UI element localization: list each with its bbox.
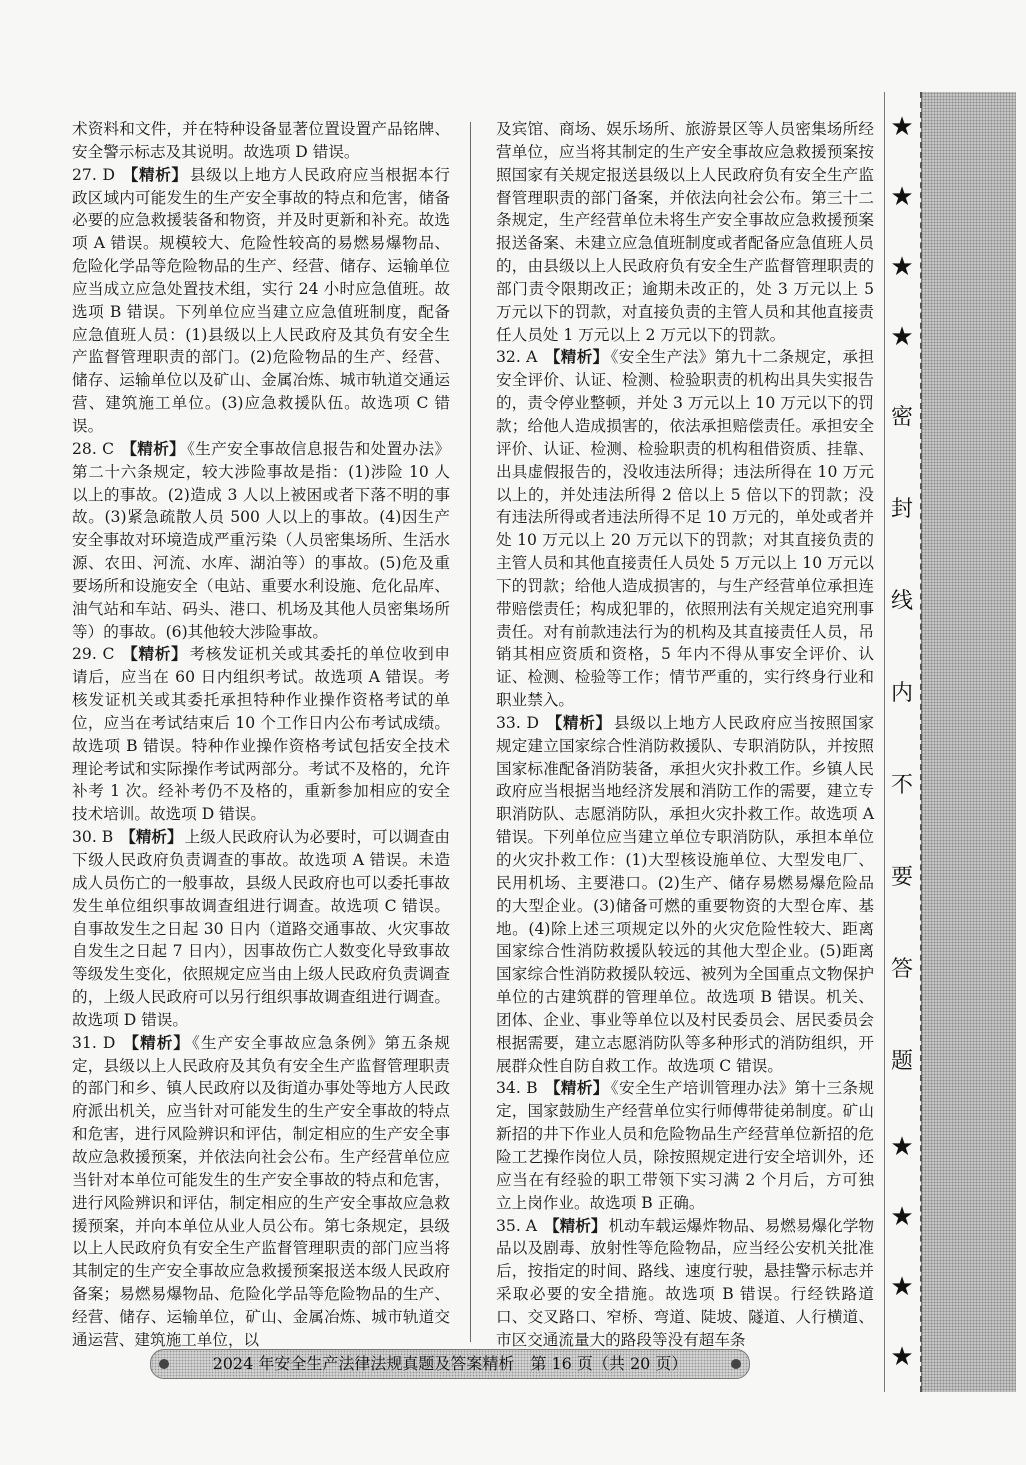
item-number: 27. D [72, 165, 115, 184]
seal-strip-pattern [918, 92, 1016, 1392]
seal-char-4: 内 [890, 681, 913, 706]
item-tag: 【精析】 [122, 644, 188, 664]
star-icon: ★ [890, 1342, 914, 1372]
left-column-intro: 术资料和文件，并在特种设备显著位置设置产品铭牌、安全警示标志及其说明。故选项 D 错误。 [72, 120, 450, 161]
answer-item-29 [72, 643, 450, 826]
item-text: 县级以上地方人民政府应当根据本行政区域内可能发生的生产安全事故的特点和危害，储备必要的应急救援装备和物资，并及时更新和补充。故选项 A 错误。规模较大、危险性较高的易燃易爆物品、危险化学品等危险物品的生产、经营、储存、运输单位应当成立应急处置技术组，实行 24 小时应急值班。故选项 B 错误。下列单位应当建立应急值班制度，配备应急值班人员：(1)县级以上人民政府及其负有安全生产监督管理职责的部门。(2)危险物品的生产、经营、储存、运输单位以及矿山、金属冶炼、城市轨道交通运营、建筑施工单位。(3)应急救援队伍。故选项 C 错误。 [72, 165, 450, 435]
star-icon: ★ [890, 252, 914, 282]
item-tag: 【精析】 [546, 712, 612, 732]
answer-item-33 [496, 712, 874, 1078]
seal-dashed-line [920, 92, 922, 1392]
item-tag: 【精析】 [121, 438, 186, 458]
item-number: 30. B [72, 828, 114, 847]
item-number: 29. C [72, 645, 115, 664]
item-text: 考核发证机关或其委托的单位收到申请后，应当在 60 日内组织考试。故选项 A 错误。考核发证机关或其委托承担特种作业操作资格考试的单位，应当在考试结束后 10 个工作日内公布考试成绩。故选项 B 错误。特种作业操作资格考试包括安全技术理论考试和实际操作考试两部分。考试不及格的，允许补考 1 次。经补考仍不及格的，重新参加相应的安全技术培训。故选项 D 错误。 [72, 645, 450, 824]
item-tag: 【精析】 [122, 164, 188, 184]
answer-item-28 [72, 438, 450, 644]
item-number: 32. A [496, 348, 538, 367]
column-divider [470, 122, 471, 1342]
left-column [72, 118, 450, 1352]
right-column [496, 118, 874, 1352]
seal-char-8: 题 [890, 1049, 913, 1074]
item-number: 31. D [72, 1033, 116, 1052]
answer-item-35 [496, 1215, 874, 1352]
item-tag: 【精析】 [544, 1215, 607, 1235]
item-number: 34. B [496, 1079, 538, 1098]
item-tag: 【精析】 [120, 827, 183, 847]
item-text: 县级以上地方人民政府应当按照国家规定建立国家综合性消防救援队、专职消防队，并按照国家标准配备消防装备，承担火灾扑救工作。乡镇人民政府应当根据当地经济发展和消防工作的需要，建立专职消防队、志愿消防队，承担火灾扑救工作。故选项 A 错误。下列单位应当建立单位专职消防队，承担本单位的火灾扑救工作：(1)大型核设施单位、大型发电厂、民用机场、主要港口。(2)生产、储存易燃易爆危险品的大型企业。(3)储备可燃的重要物资的大型仓库、基地。(4)除上述三项规定以外的火灾危险性较大、距离国家综合性消防救援队较远的其他大型企业。(5)距离国家综合性消防救援队较远、被列为全国重点文物保护单位的古建筑群的管理单位。故选项 B 错误。机关、团体、企业、事业等单位以及村民委员会、居民委员会根据需要，建立志愿消防队等多种形式的消防组织，开展群众性自防自救工作。故选项 C 错误。 [496, 713, 874, 1075]
footer-text: 2024 年安全生产法律法规真题及答案精析 第 16 页（共 20 页） [212, 1354, 688, 1373]
star-icon: ★ [890, 322, 914, 352]
item-number: 28. C [72, 439, 115, 458]
seal-char-7: 答 [890, 957, 913, 982]
answer-item-32 [496, 346, 874, 712]
item-tag: 【精析】 [544, 347, 609, 367]
seal-char-6: 要 [890, 865, 913, 890]
star-icon: ★ [890, 112, 914, 142]
item-tag: 【精析】 [123, 1032, 191, 1052]
seal-char-2: 封 [890, 497, 913, 522]
seal-char-5: 不 [890, 773, 913, 798]
star-icon: ★ [890, 1272, 914, 1302]
item-number: 35. A [496, 1216, 538, 1235]
item-text: 机动车载运爆炸物品、易燃易爆化学物品以及剧毒、放射性等危险物品，应当经公安机关批准后，按指定的时间、路线、速度行驶，悬挂警示标志并采取必要的安全措施。故选项 B 错误。行经铁路道口、交叉路口、窄桥、弯道、陡坡、隧道、人行横道、市区交通流量大的路段等没有超车条 [496, 1216, 874, 1349]
item-tag: 【精析】 [544, 1078, 609, 1098]
seal-line-column [884, 92, 922, 1392]
seal-char-3: 线 [890, 589, 913, 614]
item-text: 《安全生产法》第九十二条规定，承担安全评价、认证、检测、检验职责的机构出具失实报告的，责令停业整顿，并处 3 万元以上 10 万元以下的罚款；给他人造成损害的，依法承担赔偿责任。承担安全评价、认证、检测、检验职责的机构租借资质、挂靠、出具虚假报告的，没收违法所得；违法所得在 10 万元以上的，并处违法所得 2 倍以上 5 倍以下的罚款；没有违法所得或者违法所得不足 10 万元的，单处或者并处 10 万元以上 20 万元以下的罚款；对其直接负责的主管人员和其他直接责任人员处 5 万元以上 10 万元以下的罚款；给他人造成损害的，与生产经营单位承担连带赔偿责任；构成犯罪的，依照刑法有关规定追究刑事责任。对有前款违法行为的机构及其直接责任人员，吊销其相应资质和资格，5 年内不得从事安全评价、认证、检测、检验等工作；情节严重的，实行终身行业和职业禁入。 [496, 348, 874, 710]
footer-left-dot [159, 1359, 169, 1369]
item-text: 《生产安全事故应急条例》第五条规定，县级以上人民政府及其负有安全生产监督管理职责的部门和乡、镇人民政府以及街道办事处等地方人民政府派出机关，应当针对可能发生的生产安全事故的特点和危害，进行风险辨识和评估，制定相应的生产安全事故应急救援预案，并依法向社会公布。生产经营单位应当针对本单位可能发生的生产安全事故的特点和危害，进行风险辨识和评估，制定相应的生产安全事故应急救援预案，并向本单位从业人员公布。第七条规定，县级以上人民政府负有安全生产监督管理职责的部门应当将其制定的生产安全事故应急救援预案报送本级人民政府备案；易燃易爆物品、危险化学品等危险物品的生产、经营、储存、运输单位，矿山、金属冶炼、城市轨道交通运营、建筑施工单位，以 [72, 1033, 450, 1349]
item-number: 33. D [496, 713, 539, 732]
item-text: 上级人民政府认为必要时，可以调查由下级人民政府负责调查的事故。故选项 A 错误。未造成人员伤亡的一般事故，县级人民政府也可以委托事故发生单位组织事故调查组进行调查。故选项 C 错误。自事故发生之日起 30 日内（道路交通事故、火灾事故自发生之日起 7 日内），因事故伤亡人数变化导致事故等级发生变化，依照规定应当由上级人民政府负责调查的，上级人民政府可以另行组织事故调查组进行调查。故选项 D 错误。 [72, 828, 450, 1029]
seal-char-1: 密 [890, 405, 913, 430]
answer-item-31 [72, 1032, 450, 1352]
item-text: 《生产安全事故信息报告和处置办法》第二十六条规定，较大涉险事故是指：(1)涉险 10 人以上的事故。(2)造成 3 人以上被困或者下落不明的事故。(3)紧急疏散人员 500 人以上的事故。(4)因生产安全事故对环境造成严重污染（人员密集场所、生活水源、农田、河流、水库、湖泊等）的事故。(5)危及重要场所和设施安全（电站、重要水利设施、危化品库、油气站和车站、码头、港口、机场及其他人员密集场所等）的事故。(6)其他较大涉险事故。 [72, 439, 451, 641]
answer-item-27 [72, 164, 450, 438]
star-icon: ★ [890, 1132, 914, 1162]
star-icon: ★ [890, 182, 914, 212]
footer-right-dot [731, 1359, 741, 1369]
item-text: 《安全生产培训管理办法》第十三条规定，国家鼓励生产经营单位实行师傅带徒弟制度。矿山新招的井下作业人员和危险物品生产经营单位新招的危险工艺操作岗位人员，除按照规定进行安全培训外，还应当在有经验的职工带领下实习满 2 个月后，方可独立上岗作业。故选项 B 正确。 [496, 1079, 874, 1212]
star-icon: ★ [890, 1202, 914, 1232]
right-column-intro: 及宾馆、商场、娱乐场所、旅游景区等人员密集场所经营单位，应当将其制定的生产安全事故应急救援预案按照国家有关规定报送县级以上人民政府负有安全生产监督管理职责的部门备案，并依法向社会公布。第三十二条规定，生产经营单位未将生产安全事故应急救援预案报送备案、未建立应急值班制度或者配备应急值班人员的，由县级以上人民政府负有安全生产监督管理职责的部门责令限期改正；逾期未改正的，处 3 万元以上 5 万元以下的罚款，对直接负责的主管人员和其他直接责任人员处 1 万元以上 2 万元以下的罚款。 [496, 120, 874, 344]
page-footer [150, 1349, 750, 1379]
answer-item-30 [72, 826, 450, 1032]
answer-item-34 [496, 1077, 874, 1214]
